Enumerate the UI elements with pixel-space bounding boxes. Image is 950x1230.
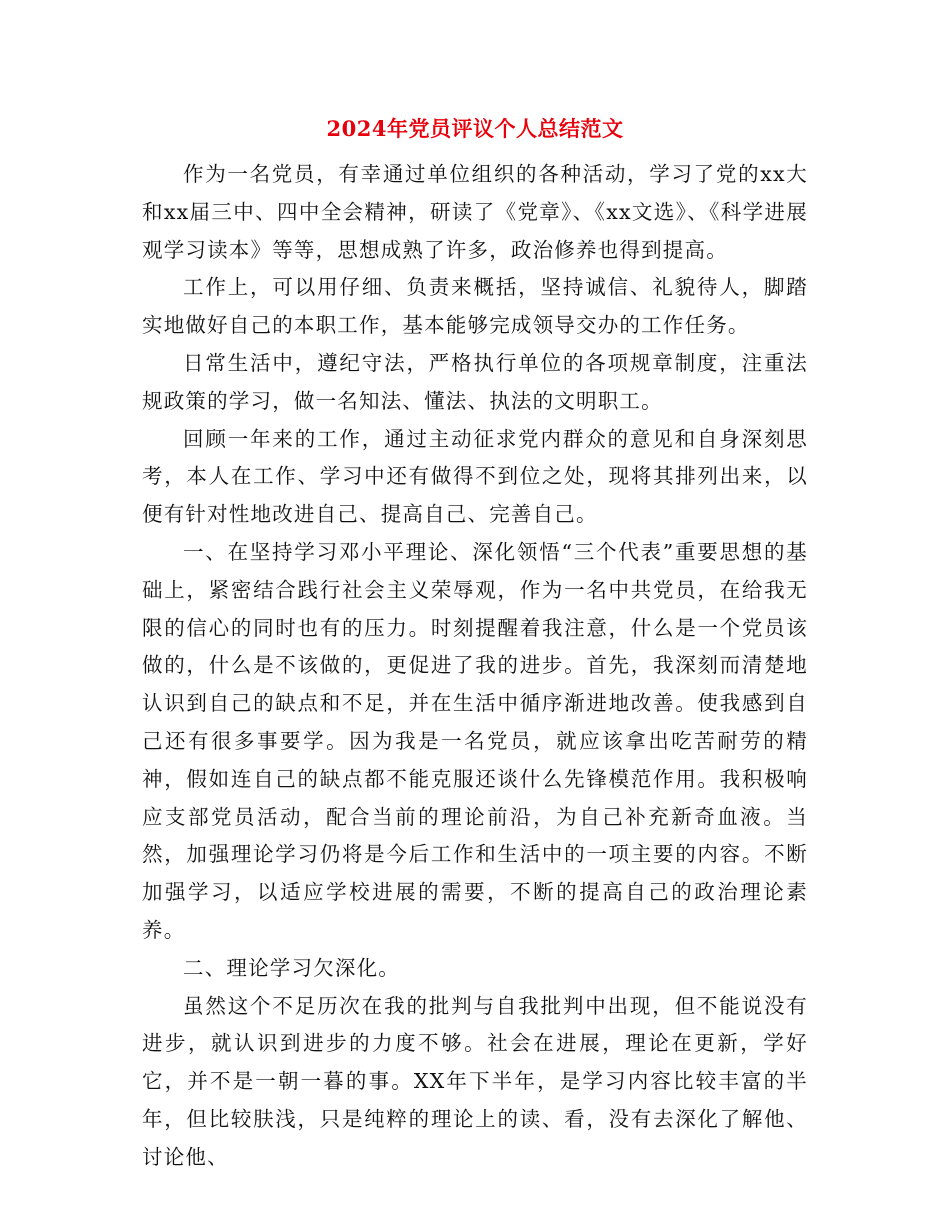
paragraph-work: 工作上，可以用仔细、负责来概括，坚持诚信、礼貌待人，脚踏实地做好自己的本职工作，基本能够完成领导交办的工作任务。	[142, 275, 808, 338]
document-title: 2024年党员评议个人总结范文	[326, 116, 624, 141]
paragraph-review: 回顾一年来的工作，通过主动征求党内群众的意见和自身深刻思考，本人在工作、学习中还有做得不到位之处，现将其排列出来，以便有针对性地改进自己、提高自己、完善自己。	[142, 426, 808, 527]
paragraph-point-one: 一、在坚持学习邓小平理论、深化领悟“三个代表”重要思想的基础上，紧密结合践行社会主义荣辱观，作为一名中共党员，在给我无限的信心的同时也有的压力。时刻提醒着我注意，什么是一个党员该做的，什么是不该做的，更促进了我的进步。首先，我深刻而清楚地认识到自己的缺点和不足，并在生活中循序渐进地改善。使我感到自己还有很多事要学。因为我是一名党员，就应该拿出吃苦耐劳的精神，假如连自己的缺点都不能克服还谈什么先锋模范作用。我积极响应支部党员活动，配合当前的理论前沿，为自己补充新奇血液。当然，加强理论学习仍将是今后工作和生活中的一项主要的内容。不断加强学习，以适应学校进展的需要，不断的提高自己的政治理论素养。	[142, 539, 808, 942]
paragraph-point-two-heading: 二、理论学习欠深化。	[183, 955, 400, 980]
paragraph-point-two-body: 虽然这个不足历次在我的批判与自我批判中出现，但不能说没有进步，就认识到进步的力度不够。社会在进展，理论在更新，学好它，并不是一朝一暮的事。XX年下半年，是学习内容比较丰富的半年，但比较肤浅，只是纯粹的理论上的读、看，没有去深化了解他、讨论他、	[142, 993, 808, 1169]
document-body	[142, 156, 808, 1177]
paragraph-intro: 作为一名党员，有幸通过单位组织的各种活动，学习了党的xx大和xx届三中、四中全会精神，研读了《党章》、《xx文选》、《科学进展观学习读本》等等，思想成熟了许多，政治修养也得到提高。	[142, 162, 808, 262]
paragraph-daily-life: 日常生活中，遵纪守法，严格执行单位的各项规章制度，注重法规政策的学习，做一名知法、懂法、执法的文明职工。	[142, 350, 808, 413]
